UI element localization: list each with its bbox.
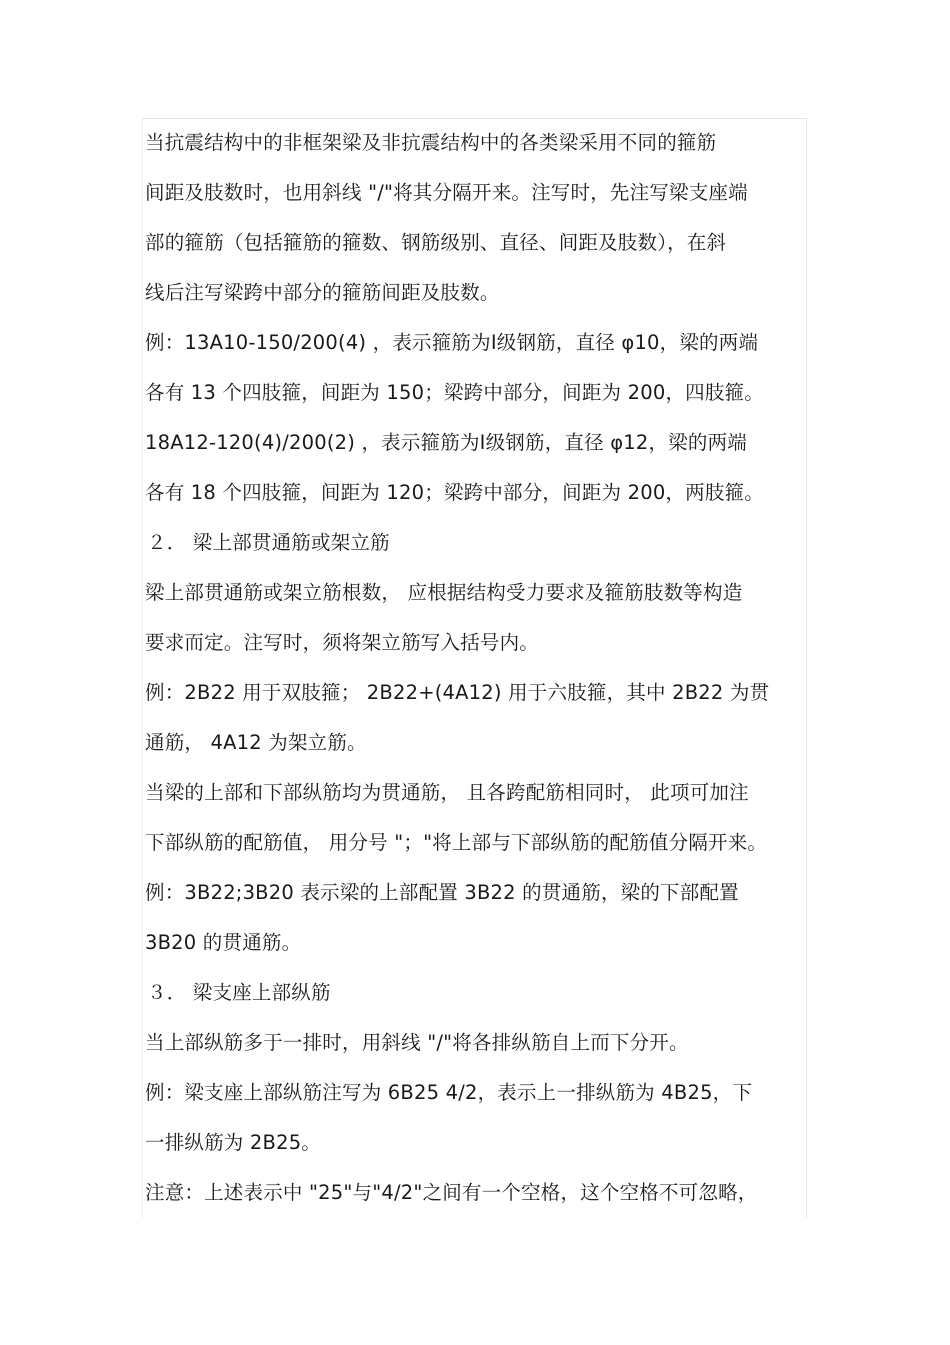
paragraph-line: 间距及肢数时，也用斜线 "/"将其分隔开来。注写时，先注写梁支座端 (145, 181, 748, 204)
example-line: 例：梁支座上部纵筋注写为 6B25 4/2，表示上一排纵筋为 4B25，下 (145, 1081, 753, 1104)
example-line: 18A12-120(4)/200(2) ，表示箍筋为Ⅰ级钢筋，直径 φ12，梁的两端 (145, 431, 747, 454)
paragraph-line: 当梁的上部和下部纵筋均为贯通筋， 且各跨配筋相同时， 此项可加注 (145, 781, 749, 804)
paragraph-line: 线后注写梁跨中部分的箍筋间距及肢数。 (145, 281, 500, 304)
paragraph-line: 当抗震结构中的非框架梁及非抗震结构中的各类梁采用不同的箍筋 (145, 131, 717, 154)
example-line: 各有 18 个四肢箍，间距为 120；梁跨中部分，间距为 200，两肢箍。 (145, 481, 764, 504)
example-line: 例：13A10-150/200(4) ，表示箍筋为Ⅰ级钢筋，直径 φ10，梁的两端 (145, 331, 759, 354)
section-heading: ２． 梁上部贯通筋或架立筋 (147, 531, 390, 554)
section-heading: ３． 梁支座上部纵筋 (147, 981, 331, 1004)
paragraph-line: 梁上部贯通筋或架立筋根数， 应根据结构受力要求及箍筋肢数等构造 (145, 581, 743, 604)
example-line: 各有 13 个四肢箍，间距为 150；梁跨中部分，间距为 200，四肢箍。 (145, 381, 764, 404)
paragraph-line: 要求而定。注写时，须将架立筋写入括号内。 (145, 631, 540, 654)
paragraph-line: 部的箍筋（包括箍筋的箍数、钢筋级别、直径、间距及肢数），在斜 (145, 231, 727, 254)
example-line: 例：3B22;3B20 表示梁的上部配置 3B22 的贯通筋，梁的下部配置 (145, 881, 739, 904)
paragraph-line: 当上部纵筋多于一排时，用斜线 "/"将各排纵筋自上而下分开。 (145, 1031, 689, 1054)
note-line: 注意：上述表示中 "25"与"4/2"之间有一个空格，这个空格不可忽略， (145, 1181, 758, 1204)
example-line: 3B20 的贯通筋。 (145, 931, 302, 954)
example-line: 例：2B22 用于双肢箍； 2B22+(4A12) 用于六肢箍，其中 2B22 为贯 (145, 681, 770, 704)
paragraph-line: 下部纵筋的配筋值， 用分号 "；"将上部与下部纵筋的配筋值分隔开来。 (145, 831, 768, 854)
example-line: 一排纵筋为 2B25。 (145, 1131, 321, 1154)
document-body (145, 118, 810, 1218)
example-line: 通筋， 4A12 为架立筋。 (145, 731, 367, 754)
